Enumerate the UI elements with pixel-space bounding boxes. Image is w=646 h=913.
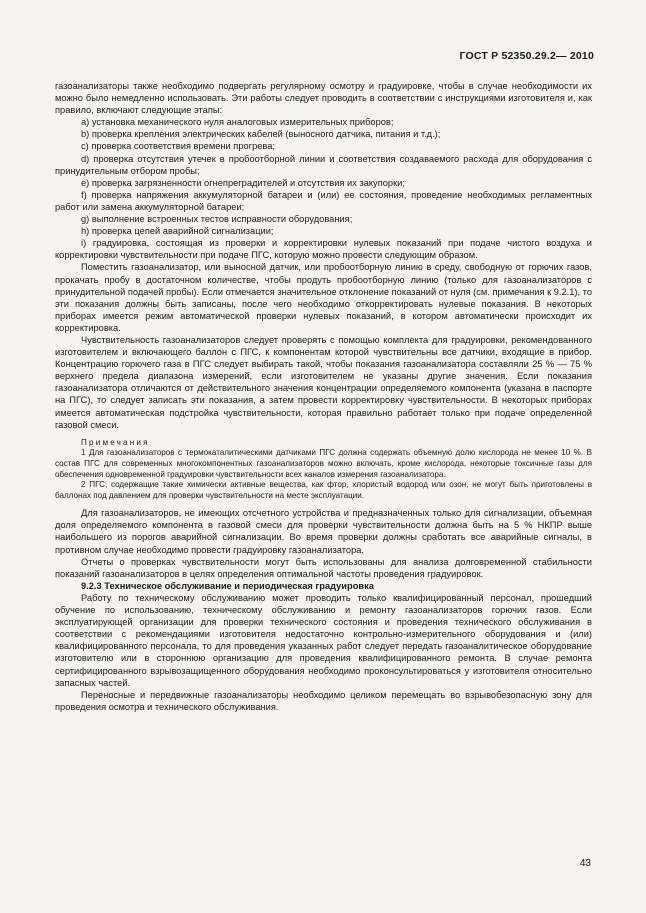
list-item: b) проверка крепления электрических кабелей (выносного датчика, питания и т.д.); xyxy=(81,129,441,140)
paragraph: Для газоанализаторов, не имеющих отсчетного устройства и предназначенных только для сигнализации, объемная доля определяемого компонента в газовой смеси для проверки чувствительности должна быть на 5 % НКПР выше наибольшего из порогов аварийной сигнализации. Во время проверки должны сработать все аварийные сигналы, в противном случае необходимо провести градуировку газоанализатора. xyxy=(55,508,592,555)
list-item: e) проверка загрязненности огнепреградителей и отсутствия их закупорки; xyxy=(81,177,405,188)
paragraph: Переносные и передвижные газоанализаторы необходимо целиком перемещать во взрывобезопасную зону для проведения осмотра и технического обслуживания. xyxy=(55,689,592,712)
list-item: d) проверка отсутствия утечек в пробоотборной линии и соответствия создаваемого расхода для оборудования с принудительным отбором пробы; xyxy=(55,153,592,176)
paragraph: Чувствительность газоанализаторов следует проверять с помощью комплекта для градуировки, рекомендованного изготовителем и включающего баллон с ПГС, к компонентам которой чувствительны все датчики, входящие в прибор. Концентрацию горючего газа в ПГС следует выбирать такой, чтобы показания газоанализатора составляли 25 % — 75 % верхнего предела диапазона измерений, если изготовителем не указаны другие значения. Если показания газоанализатора отличаются от действительного значения концентрации определяемого компонента (указана в паспорте на ПГС), то следует записать эти показания, а затем провести корректировку чувствительности. В некоторых приборах имеется автоматическая подстройка чувствительности, которая правильно работает только при подаче определенной газовой смеси. xyxy=(55,334,592,430)
document-body xyxy=(55,80,592,713)
list-item: i) градуировка, состоящая из проверки и корректировки нулевых показаний при подаче чистого воздуха и корректировки чувствительности при подаче ПГС, которую можно провести следующим образом. xyxy=(55,238,592,261)
page-number: 43 xyxy=(579,858,591,869)
paragraph: Работу по техническому обслуживанию может проводить только квалифицированный персонал, прошедший обучение по использованию, техническому обслуживанию и ремонту газоанализаторов горючих газов. Если эксплуатирующей организации для проверки технического состояния и проведения технического обслуживания в соответствии с рекомендациями изготовителя недостаточно контрольно-измерительного оборудования и (или) квалифицированного персонала, то для проведения указанных работ следует передать газоаналитическое оборудование изготовителю или в стороннюю организацию для проведения квалифицированного ремонта. В случае ремонта сертифицированного взрывозащищенного оборудования необходимо проконсультироваться у изготовителя относительно запасных частей. xyxy=(55,592,592,688)
paragraph: Отчеты о проверках чувствительности могут быть использованы для анализа долговременной стабильности показаний газоанализаторов в целях определения оптимальной частоты проведения градуировок. xyxy=(55,556,592,579)
paragraph: газоанализаторы также необходимо подвергать регулярному осмотру и градуировке, чтобы в случае необходимости их можно было немедленно использовать. Эти работы следует проводить в соответствии с инструкциями изготовителя и, как правило, включают следующие этапы: xyxy=(55,81,592,116)
document-header: ГОСТ Р 52350.29.2— 2010 xyxy=(459,50,594,62)
notes-heading: Примечания xyxy=(81,437,150,447)
list-item: g) выполнение встроенных тестов исправности оборудования; xyxy=(81,214,353,225)
note-item: 1 Для газоанализаторов с термокаталитическими датчиками ПГС должна содержать объемную долю кислорода не менее 10 %. В состав ПГС для современных многокомпонентных газоанализаторов можно включать, кроме кислорода, некоторые токсичные газы для обеспечения одновременной градуировки чувствительности всех каналов измерения газоанализатора. xyxy=(55,448,592,479)
paragraph: Поместить газоанализатор, или выносной датчик, или пробоотборную линию в среду, свободную от горючих газов, прокачать пробу в достаточном количестве, чтобы продуть пробоотборную линию (только для газоанализаторов с принудительной подачей пробы). Если отмечается значительное отклонение показаний от нуля (см. примечания к 9.2.1), то эти показания должны быть записаны, после чего необходимо откорректировать нулевые показания. В некоторых приборах имеется режим автоматической проверки нулевых показаний, в котором автоматически происходит их корректировка. xyxy=(55,262,592,333)
section-heading: 9.2.3 Техническое обслуживание и периодическая градуировка xyxy=(81,580,374,591)
list-item: f) проверка напряжения аккумуляторной батареи и (или) ее состояния, проведение необходимых регламентных работ или замена аккумуляторной батареи; xyxy=(55,189,592,212)
list-item: h) проверка цепей аварийной сигнализации; xyxy=(81,226,274,237)
list-item: a) установка механического нуля аналоговых измерительных приборов; xyxy=(81,117,394,128)
list-item: c) проверка соответствия времени прогрева; xyxy=(81,141,276,152)
note-item: 2 ПГС, содержащие такие химически активные вещества, как фтор, хлористый водород или озон, не могут быть приготовлены в баллонах под давлением для проверки чувствительности на месте эксплуатации. xyxy=(55,480,592,500)
notes-block xyxy=(55,438,592,502)
